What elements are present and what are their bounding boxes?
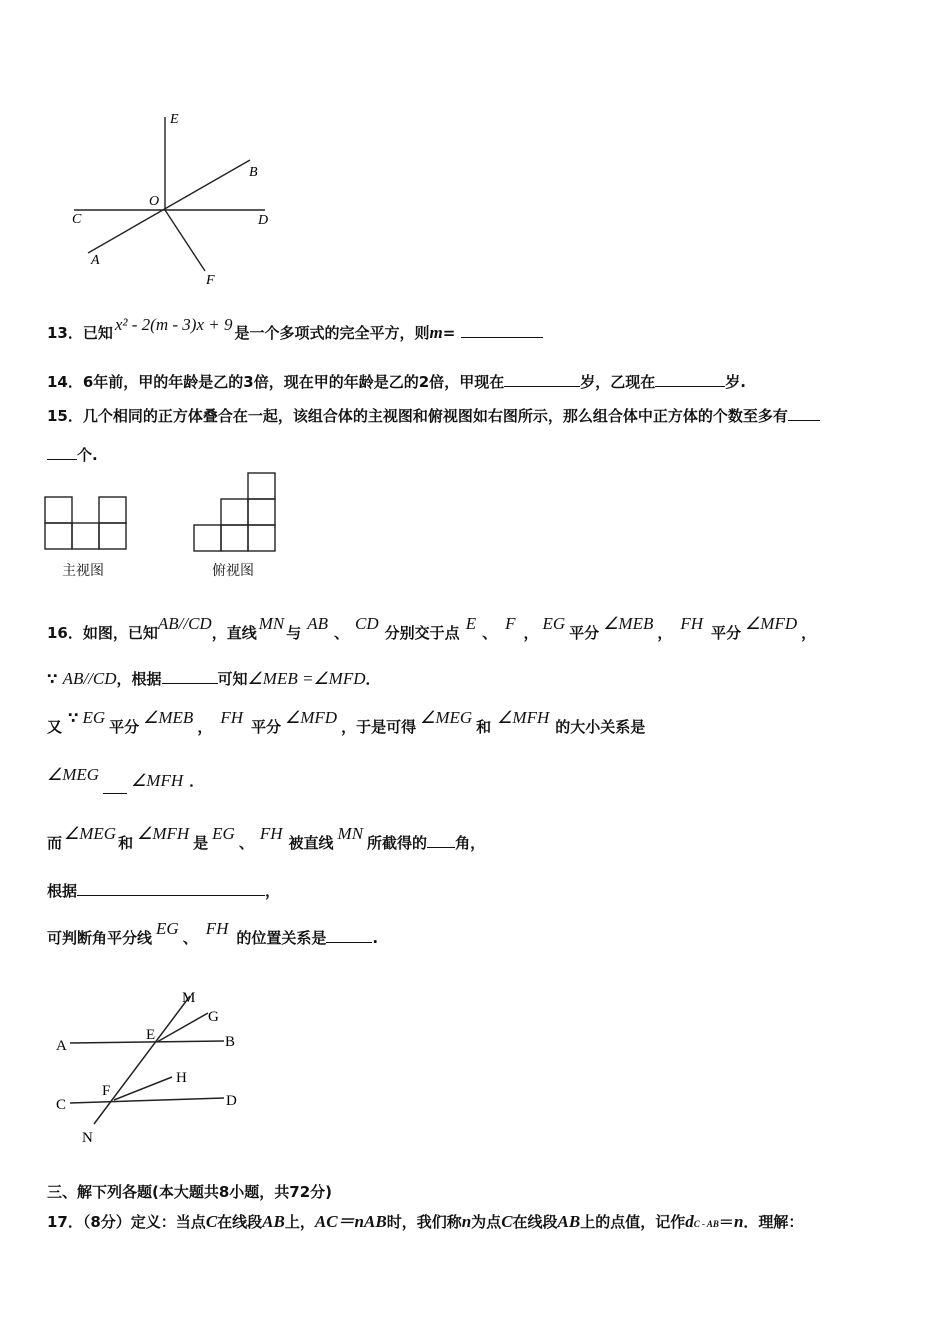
q16-EG: EG bbox=[82, 708, 106, 727]
top-cube bbox=[194, 525, 221, 551]
q16-text: 所截得的 bbox=[367, 834, 428, 852]
q16-text: 平分 bbox=[109, 718, 140, 736]
label-F: F bbox=[206, 273, 215, 288]
because-symbol: ∵ bbox=[47, 670, 58, 688]
label-E: E bbox=[170, 112, 179, 127]
ray-F-H bbox=[114, 1077, 172, 1100]
q16-text: 平分 bbox=[251, 718, 282, 736]
q16-text: 根据 bbox=[47, 882, 78, 900]
top-cube bbox=[248, 473, 275, 499]
q16-EG: EG bbox=[156, 919, 179, 938]
q16-angle-MFH: ∠MFH bbox=[497, 708, 550, 727]
q14-unit2: 岁. bbox=[725, 373, 746, 391]
q16-angle-equation: ∠MEB =∠MFD bbox=[247, 669, 366, 688]
front-cube bbox=[45, 523, 72, 549]
front-cube bbox=[99, 497, 126, 523]
question-13 bbox=[47, 315, 543, 343]
top-cube bbox=[248, 525, 275, 551]
question-14 bbox=[47, 371, 746, 392]
top-cube bbox=[221, 525, 248, 551]
q16-text: 、 bbox=[238, 834, 254, 852]
because-symbol: ∵ bbox=[68, 709, 79, 727]
q16-text: ，根据 bbox=[116, 670, 162, 688]
front-view-caption: 主视图 bbox=[62, 563, 104, 579]
q16-text: 可知 bbox=[217, 670, 248, 688]
label-N: N bbox=[82, 1130, 93, 1146]
q16-text: ． bbox=[189, 772, 205, 790]
q17-text: 为点 bbox=[471, 1213, 502, 1231]
q16-angle-MFD: ∠MFD bbox=[285, 708, 338, 727]
q17-n: n bbox=[733, 1212, 744, 1231]
q14-blank-b[interactable] bbox=[655, 372, 725, 387]
q16-FH: FH bbox=[680, 614, 704, 633]
q13-answer-blank[interactable] bbox=[461, 323, 543, 338]
question-16-line6 bbox=[47, 880, 280, 901]
question-16-line4 bbox=[47, 765, 205, 791]
q13-text: 是一个多项式的完全平方，则 bbox=[234, 324, 430, 342]
q16-angle-MFH: ∠MFH bbox=[131, 771, 184, 790]
q16-ab-parallel-cd: AB//CD bbox=[157, 614, 212, 633]
q17-AB: AB bbox=[262, 1212, 285, 1231]
q16-angle-MEG: ∠MEG bbox=[47, 765, 100, 784]
figure-top-view bbox=[192, 472, 278, 554]
q16-MN: MN bbox=[337, 824, 364, 843]
q17-formula: AC＝nAB bbox=[314, 1212, 387, 1231]
label-A: A bbox=[91, 253, 100, 268]
q16-angle-type-blank[interactable] bbox=[427, 833, 455, 848]
q14-text: 14．6年前，甲的年龄是乙的3倍，现在甲的年龄是乙的2倍，甲现在 bbox=[47, 373, 505, 391]
q17-text: 上， bbox=[284, 1213, 315, 1231]
q16-text: ． bbox=[365, 670, 381, 688]
q16-angle-MEG: ∠MEG bbox=[64, 824, 117, 843]
q17-AB: AB bbox=[557, 1212, 581, 1231]
q16-text: 而 bbox=[47, 834, 63, 852]
label-M: M bbox=[182, 990, 196, 1006]
q16-text: 分别交于点 bbox=[384, 624, 460, 642]
q16-text: 是 bbox=[193, 834, 209, 852]
q16-text: 的位置关系是 bbox=[236, 929, 327, 947]
q16-angle-MFD: ∠MFD bbox=[745, 614, 798, 633]
q16-EG: EG bbox=[212, 824, 235, 843]
figure-angle-lines bbox=[60, 105, 290, 295]
label-D: D bbox=[258, 213, 269, 228]
q16-text: 和 bbox=[118, 834, 134, 852]
q16-text: ，于是可得 bbox=[341, 718, 417, 736]
q15-text: 15．几个相同的正方体叠合在一起，该组合体的主视图和俯视图如右图所示，那么组合体中正方体的个数至多有 bbox=[47, 407, 788, 425]
q17-text: 时，我们称 bbox=[386, 1213, 462, 1231]
ray-E-G bbox=[157, 1013, 208, 1042]
q15-blank-a[interactable] bbox=[788, 406, 820, 421]
figure-front-view bbox=[44, 496, 130, 552]
q16-text: 被直线 bbox=[288, 834, 334, 852]
q16-text: 、 bbox=[482, 624, 498, 642]
q16-angle-MEB: ∠MEB bbox=[143, 708, 194, 727]
q16-text: 和 bbox=[476, 718, 492, 736]
q16-angle-MEG: ∠MEG bbox=[420, 708, 473, 727]
label-B: B bbox=[225, 1034, 236, 1050]
q16-FH: FH bbox=[220, 708, 243, 727]
q16-angle-MEB: ∠MEB bbox=[603, 614, 654, 633]
q17-text: 上的点值，记作 bbox=[580, 1213, 686, 1231]
q16-text: 又 bbox=[47, 718, 63, 736]
q13-expression: x² - 2(m - 3)x + 9 bbox=[114, 315, 233, 334]
q17-C: C bbox=[501, 1212, 513, 1231]
top-cube bbox=[248, 499, 275, 525]
q16-CD: CD bbox=[355, 614, 379, 633]
question-15-line1 bbox=[47, 405, 820, 426]
q16-text: 可判断角平分线 bbox=[47, 929, 153, 947]
q16-EG: EG bbox=[542, 614, 566, 633]
top-view-caption: 俯视图 bbox=[212, 563, 254, 579]
q17-text: ．理解： bbox=[743, 1213, 804, 1231]
q16-reason-blank[interactable] bbox=[162, 669, 218, 684]
q16-text: . bbox=[372, 929, 379, 947]
front-cube bbox=[45, 497, 72, 523]
label-C: C bbox=[56, 1097, 67, 1113]
q16-FH: FH bbox=[205, 919, 229, 938]
label-G: G bbox=[208, 1009, 219, 1025]
q16-text: 平分 bbox=[569, 624, 600, 642]
q16-position-blank[interactable] bbox=[326, 928, 372, 943]
q17-text: ＝ bbox=[718, 1213, 734, 1231]
q16-FH: FH bbox=[259, 824, 283, 843]
q16-theorem-blank[interactable] bbox=[77, 881, 265, 896]
q13-var: m bbox=[429, 323, 443, 342]
question-16-line2 bbox=[47, 668, 381, 689]
question-16-line5 bbox=[47, 824, 486, 853]
question-16-line7 bbox=[47, 919, 379, 948]
front-cube bbox=[72, 523, 99, 549]
q16-text: ， bbox=[523, 624, 539, 642]
label-A: A bbox=[56, 1038, 67, 1054]
q16-MN: MN bbox=[258, 614, 285, 633]
q17-text: 17．（8分）定义：当点 bbox=[47, 1213, 206, 1231]
q13-number: 13．已知 bbox=[47, 324, 113, 342]
q16-E: E bbox=[465, 614, 477, 633]
line-C-D bbox=[70, 1098, 224, 1103]
label-F: F bbox=[102, 1083, 111, 1099]
q16-text: 的大小关系是 bbox=[555, 718, 646, 736]
q17-C: C bbox=[205, 1212, 218, 1231]
label-O: O bbox=[149, 194, 160, 209]
q14-unit1: 岁，乙现在 bbox=[580, 373, 656, 391]
q17-text: 在线段 bbox=[512, 1213, 558, 1231]
q14-blank-a[interactable] bbox=[504, 372, 580, 387]
q16-text: 与 bbox=[286, 624, 302, 642]
q15-blank-b[interactable] bbox=[47, 445, 77, 460]
question-15-line2 bbox=[47, 444, 98, 465]
q17-text: 在线段 bbox=[217, 1213, 263, 1231]
q16-relation-blank[interactable] bbox=[103, 779, 127, 794]
q16-text: ， bbox=[197, 718, 213, 736]
question-17 bbox=[47, 1207, 803, 1232]
q16-text: ，直线 bbox=[211, 624, 257, 642]
section-3-title: 三、解下列各题(本大题共8小题，共72分) bbox=[47, 1183, 333, 1201]
q16-number: 16．如图，已知 bbox=[47, 624, 158, 642]
question-16-line1 bbox=[47, 614, 817, 643]
q16-text: 、 bbox=[182, 929, 198, 947]
line-O-F bbox=[165, 210, 205, 271]
line-A-B bbox=[88, 160, 250, 253]
q16-text: ， bbox=[265, 882, 281, 900]
q15-end: 个. bbox=[77, 446, 98, 464]
q16-text: ， bbox=[801, 624, 817, 642]
top-cube bbox=[221, 499, 248, 525]
q16-text: 角， bbox=[455, 834, 486, 852]
label-D: D bbox=[226, 1093, 237, 1109]
q17-d-subscript: C - AB bbox=[693, 1219, 719, 1229]
q16-text: 、 bbox=[334, 624, 350, 642]
q16-F: F bbox=[505, 614, 516, 633]
q17-d: d bbox=[685, 1212, 694, 1231]
q17-n: n bbox=[461, 1212, 472, 1231]
label-B: B bbox=[249, 165, 258, 180]
q13-eq: = bbox=[442, 324, 456, 342]
label-E: E bbox=[146, 1027, 156, 1043]
q16-angle-MFH: ∠MFH bbox=[137, 824, 190, 843]
label-H: H bbox=[176, 1070, 187, 1086]
q16-text: 平分 bbox=[711, 624, 742, 642]
label-C: C bbox=[72, 212, 82, 227]
question-16-line3 bbox=[47, 708, 646, 737]
q16-ab-parallel-cd: AB//CD bbox=[62, 669, 117, 688]
q16-AB: AB bbox=[307, 614, 329, 633]
figure-parallel-lines bbox=[44, 982, 254, 1147]
line-M-N bbox=[94, 996, 190, 1124]
q16-text: ， bbox=[657, 624, 673, 642]
front-cube bbox=[99, 523, 126, 549]
